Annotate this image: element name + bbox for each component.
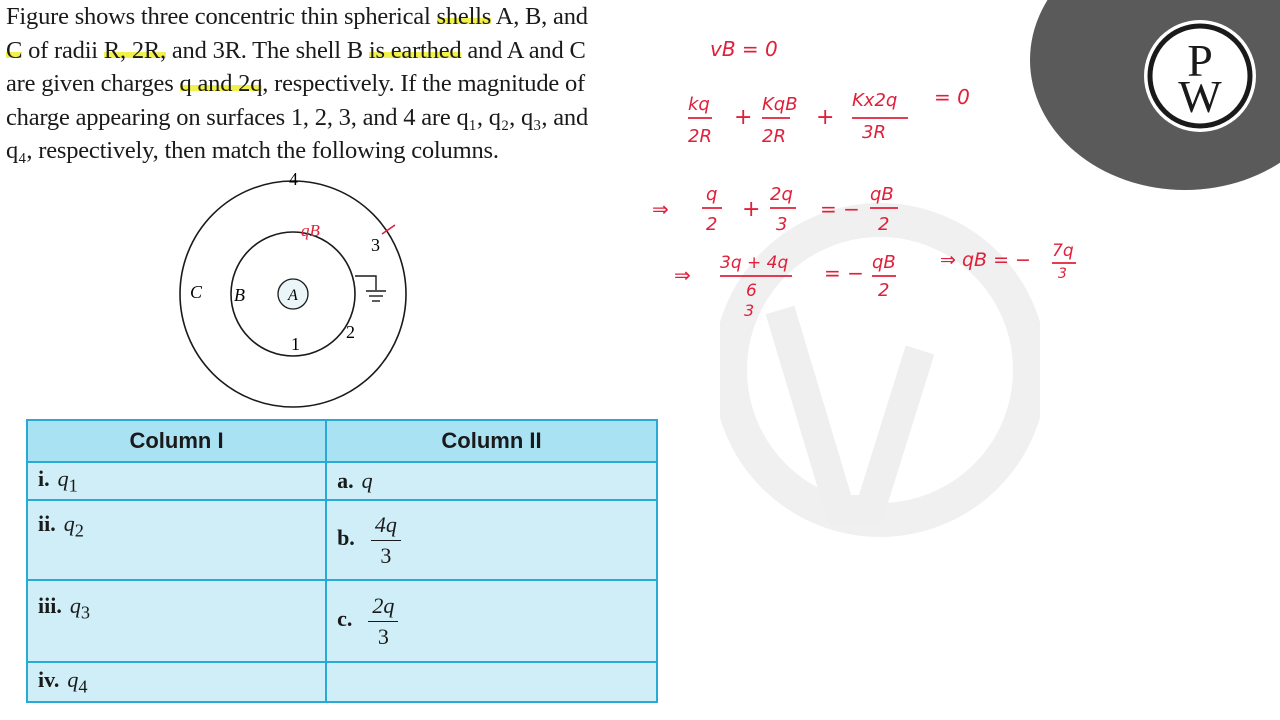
column-1-cell: iv. $q_4$ <box>27 662 326 702</box>
hw-equals-zero: = 0 <box>934 85 970 109</box>
match-columns-table <box>26 419 658 703</box>
concentric-shells-diagram <box>150 168 440 408</box>
hw-implies-1: ⇒ <box>652 197 669 221</box>
hw-term-2-den: 2R <box>762 126 786 147</box>
pw-logo <box>1144 20 1256 132</box>
problem-line-1: Figure shows three concentric thin spherical shells A, B, and <box>6 3 588 30</box>
hw-l4-term-num: qB <box>872 252 896 273</box>
hw-term-1-den: 2R <box>688 126 712 147</box>
hw-result: ⇒ qB = − <box>940 249 1031 271</box>
problem-statement <box>6 0 646 168</box>
annotation-qb: qB <box>301 221 320 240</box>
table-row <box>27 662 657 702</box>
problem-line-4: charge appearing on surfaces 1, 2, 3, and 4 are q₁, q₂, q₃, and <box>6 103 588 131</box>
table-header-row <box>27 420 657 462</box>
hw-l3-term-2-den: 3 <box>776 214 788 235</box>
column-2-cell <box>326 662 657 702</box>
fraction: $\frac{2q}{3}$ <box>368 591 398 652</box>
hw-l3-plus: + <box>742 197 761 222</box>
earth-wire <box>355 276 376 290</box>
column-1-header: Column I <box>27 420 326 462</box>
hw-plus-1: + <box>734 105 753 130</box>
shell-label-a: A <box>288 287 298 304</box>
hw-l4-equals: = − <box>824 261 864 285</box>
shell-label-b: B <box>234 285 245 305</box>
column-1-cell: i. $q_1$ <box>27 462 326 500</box>
column-2-cell: c. $\frac{2q}{3}$ <box>326 580 657 662</box>
column-1-cell: ii. $q_2$ <box>27 500 326 580</box>
logo-letter-p: P <box>1187 35 1213 86</box>
hw-term-3-den: 3R <box>862 122 886 143</box>
hw-l3-term-2-num: 2q <box>770 184 793 205</box>
handwritten-solution <box>640 20 1160 340</box>
hw-l4-term-den: 2 <box>878 280 890 301</box>
hw-l4-num: 3q + 4q <box>720 253 789 273</box>
hw-l3-term-1-num: q <box>706 184 718 205</box>
hw-term-3-num: Kx2q <box>852 90 898 111</box>
shell-label-c: C <box>190 282 203 302</box>
problem-line-3: are given charges q and 2q, respectively. If the magnitude of <box>6 70 586 97</box>
hw-l4-den: 6 <box>746 281 757 301</box>
column-2-cell: b. $\frac{4q}{3}$ <box>326 500 657 580</box>
fraction: $\frac{4q}{3}$ <box>371 510 401 571</box>
hw-result-den: 3 <box>1058 266 1067 282</box>
hw-l3-term-3-num: qB <box>870 184 894 205</box>
problem-line-2: C of radii R, 2R, and 3R. The shell B is earthed and A and C <box>6 36 586 64</box>
hw-l3-term-3-den: 2 <box>878 214 890 235</box>
hw-l3-term-1-den: 2 <box>706 214 718 235</box>
surface-label-4: 4 <box>289 169 298 189</box>
problem-line-5: q₄, respectively, then match the following columns. <box>6 137 499 164</box>
surface-label-2: 2 <box>346 322 355 342</box>
hw-implies-2: ⇒ <box>674 263 691 287</box>
table-row <box>27 500 657 580</box>
logo-letter-w: W <box>1178 71 1222 122</box>
column-2-header: Column II <box>326 420 657 462</box>
hw-line-vb: vB = 0 <box>710 37 778 61</box>
surface-label-1: 1 <box>291 334 300 354</box>
surface-label-3: 3 <box>371 235 380 255</box>
hw-term-2-num: KqB <box>762 94 798 115</box>
table-row <box>27 462 657 500</box>
hw-result-num: 7q <box>1052 241 1074 261</box>
hw-l3-equals: = − <box>820 197 860 221</box>
hw-l4-den-2: 3 <box>744 301 755 320</box>
hw-term-1-num: kq <box>688 94 710 115</box>
column-2-cell: a. q <box>326 462 657 500</box>
hw-plus-2: + <box>816 105 835 130</box>
column-1-cell: iii. $q_3$ <box>27 580 326 662</box>
table-row <box>27 580 657 662</box>
earth-symbol <box>366 291 386 301</box>
